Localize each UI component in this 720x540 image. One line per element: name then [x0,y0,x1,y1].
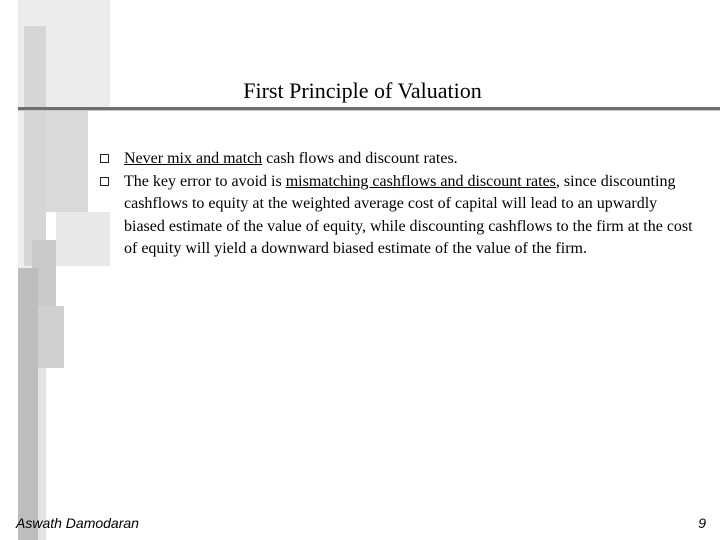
bullet-item-2 [100,171,700,261]
bullet-list [100,148,700,261]
footer-author: Aswath Damodaran [16,515,139,531]
bullet-1-text: cash flows and discount rates. [262,150,458,167]
decor-block-mid-a [24,26,46,266]
page-number: 9 [698,515,706,531]
bullet-2-lead: The key error to avoid is [124,172,286,190]
bullet-2-underlined-phrase: mismatching cashflows and discount rates [285,172,556,190]
title-underline-rule-shadow [18,110,720,111]
decor-block-mid-b [46,108,88,212]
hollow-square-bullet-icon [100,177,109,186]
decor-block-light-d [34,306,64,368]
decor-block-dark-strip [18,268,38,540]
bullet-2-text: , since discounting cashflows to equity at the weighted average cost of capital will lead to an upwardly biased estimate of the value of equity, while discounting cashflows to the firm at the cost of equity will yield a downward biased estimate of the value of the firm. [124,172,693,257]
bullet-item-1 [100,148,700,171]
bullet-1-underlined-lead: Never mix and match [124,150,263,167]
hollow-square-bullet-icon [100,154,109,163]
slide-title: First Principle of Valuation [243,78,482,103]
